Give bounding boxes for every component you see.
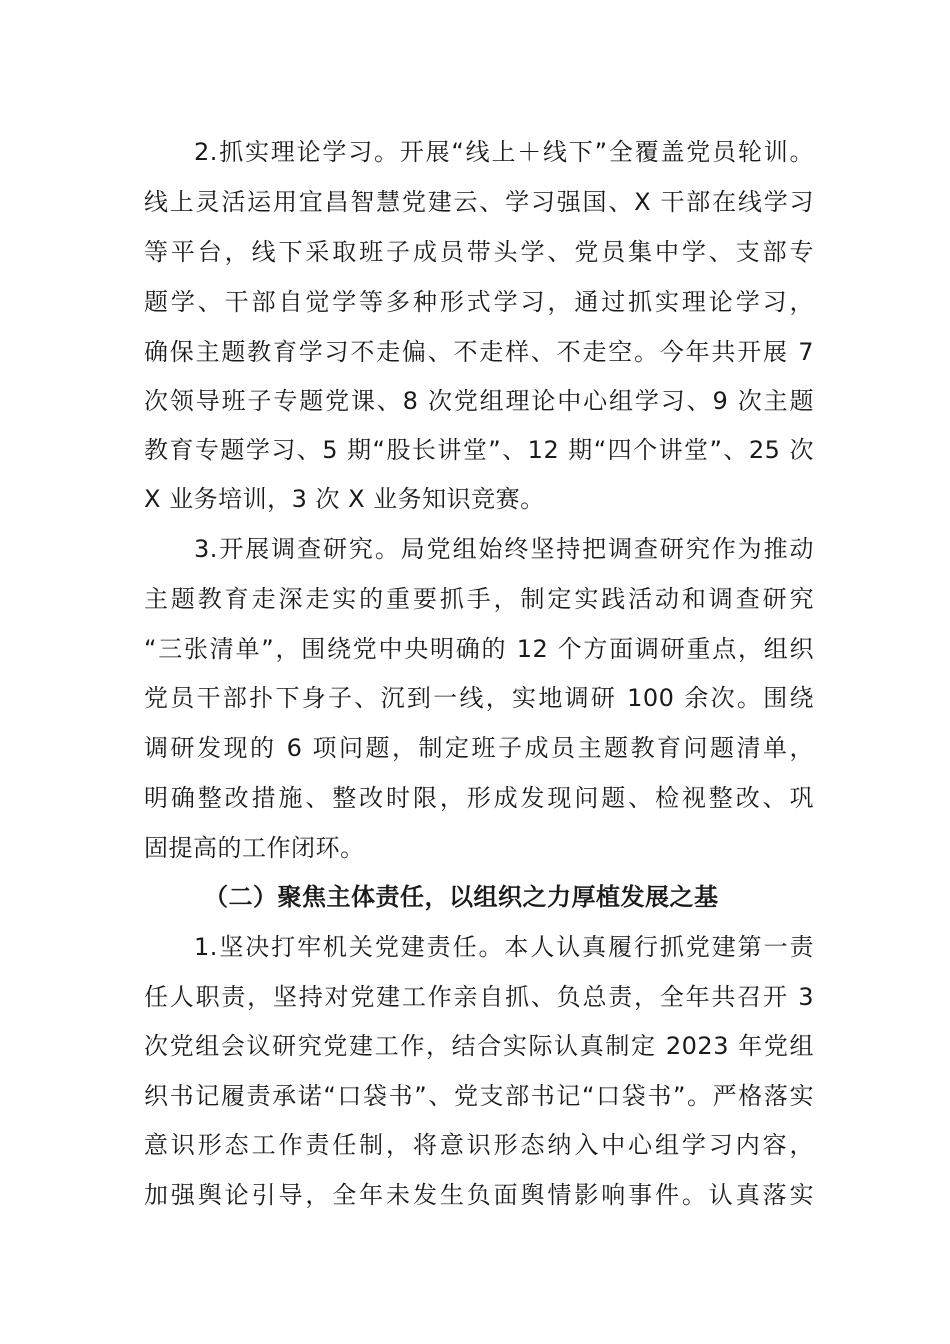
paragraph-3-line-4: 党员干部扑下身子、沉到一线，实地调研 100 余次。围绕 (144, 684, 814, 712)
paragraph-3-line-2: 主题教育走深走实的重要抓手，制定实践活动和调查研究 (144, 585, 814, 613)
paragraph-2-line-5: 确保主题教育学习不走偏、不走样、不走空。今年共开展 7 (144, 338, 814, 366)
section-heading: （二）聚焦主体责任，以组织之力厚植发展之基 (204, 883, 719, 911)
paragraph-3-line-5: 调研发现的 6 项问题，制定班子成员主题教育问题清单， (144, 734, 814, 762)
paragraph-2-line-3: 等平台，线下采取班子成员带头学、党员集中学、支部专 (144, 238, 814, 266)
paragraph-2-line-4: 题学、干部自觉学等多种形式学习，通过抓实理论学习， (144, 288, 814, 316)
paragraph-2-line-1: 2.抓实理论学习。开展“线上＋线下”全覆盖党员轮训。 (194, 138, 814, 166)
paragraph-3-line-7: 固提高的工作闭环。 (144, 834, 365, 862)
paragraph-1-line-1: 1.坚决打牢机关党建责任。本人认真履行抓党建第一责 (194, 933, 814, 961)
paragraph-2-line-8: X 业务培训，3 次 X 业务知识竞赛。 (144, 485, 545, 513)
paragraph-1-line-4: 织书记履责承诺“口袋书”、党支部书记“口袋书”。严格落实 (144, 1082, 814, 1110)
paragraph-2-line-2: 线上灵活运用宜昌智慧党建云、学习强国、X 干部在线学习 (144, 188, 814, 216)
paragraph-3-line-3: “三张清单”，围绕党中央明确的 12 个方面调研重点，组织 (144, 635, 814, 663)
paragraph-1-line-6: 加强舆论引导，全年未发生负面舆情影响事件。认真落实 (144, 1181, 814, 1209)
paragraph-2-line-7: 教育专题学习、5 期“股长讲堂”、12 期“四个讲堂”、25 次 (144, 436, 814, 464)
paragraph-1-line-2: 任人职责，坚持对党建工作亲自抓、负总责，全年共召开 3 (144, 983, 814, 1011)
paragraph-3-line-1: 3.开展调查研究。局党组始终坚持把调查研究作为推动 (194, 535, 814, 563)
paragraph-2-line-6: 次领导班子专题党课、8 次党组理论中心组学习、9 次主题 (144, 387, 814, 415)
paragraph-3-line-6: 明确整改措施、整改时限，形成发现问题、检视整改、巩 (144, 784, 814, 812)
paragraph-1-line-5: 意识形态工作责任制，将意识形态纳入中心组学习内容， (144, 1131, 814, 1159)
paragraph-1-line-3: 次党组会议研究党建工作，结合实际认真制定 2023 年党组 (144, 1032, 814, 1060)
